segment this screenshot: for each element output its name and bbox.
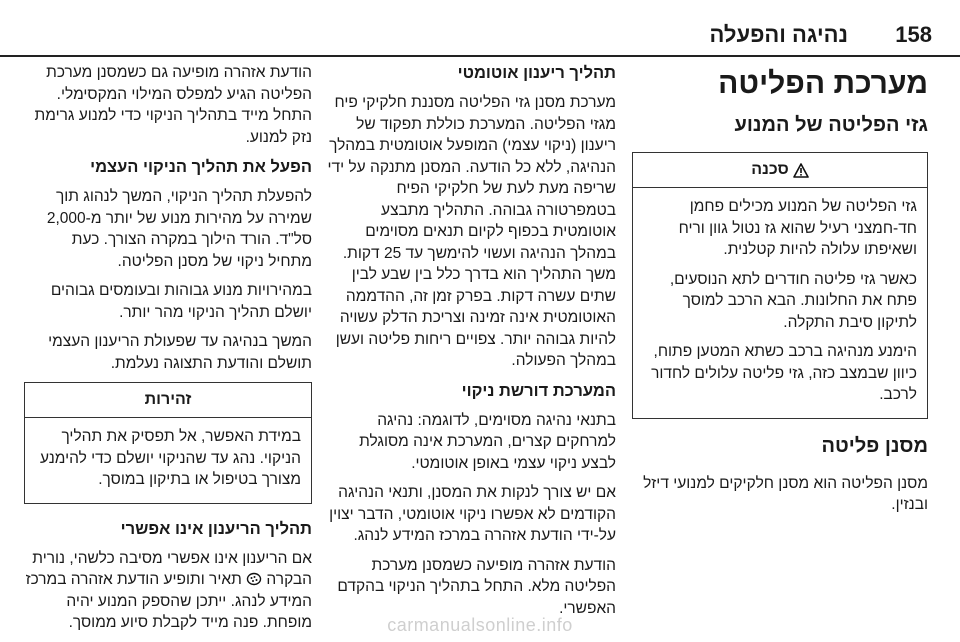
- activate-cleaning-text: להפעלת תהליך הניקוי, המשך לנהוג תוך שמירה על מהירות מנוע של יותר מ-2,000 סל"ד. הורד הילוך במקרה הצורך. כעת מתחיל ניקוי של מסנן הפליטה.: [46, 188, 312, 270]
- column-1: [632, 62, 928, 524]
- column-3: [24, 62, 312, 642]
- high-rpm-text: במהירויות מנוע גבוהות ובעומסים גבוהים יושלם תהליך הניקוי מהר יותר.: [50, 282, 312, 321]
- caution-callout-header: [25, 383, 311, 418]
- filter-control-lamp-icon: [246, 572, 262, 586]
- filter-full-text: הודעת אזהרה מופיעה כשמסנן מערכת הפליטה מלא. התחל בתהליך הניקוי בהקדם האפשרי.: [337, 556, 616, 617]
- column-2: [324, 62, 616, 627]
- warning-triangle-icon: [793, 163, 809, 178]
- auto-regeneration-text: מערכת מסנן גזי הפליטה מסננת חלקיקי פיח מגזי הפליטה. המערכת כוללת תפקוד של ריענון (ניקוי עצמי) המופעל אוטומטית במהלך הנהיגה, ללא כל הודעה. המסנן מתנקה על ידי שריפה מעת לעת של חלקיקי הפיח בטמפרטורה גבוהה. התהליך מתבצע אוטומטית בכפוף לקיום תנאים מסוימים במהלך הנהיגה ועשוי להימשך עד 25 דקות. משך התהליך הוא בדרך כלל בין שבע לבין שתים עשרה דקות. בפרק זמן זה, ההדממה האוטומטית אינה זמינה וצריכת הדלק עשויה להיות גבוהה יותר. צפויים ריחות פליטה ועשן במהלך הפעולה.: [327, 94, 616, 369]
- cleaning-required-text: בתנאי נהיגה מסוימים, לדוגמה: נהיגה למרחקים קצרים, המערכת אינה מסוגלת לבצע ניקוי עצמי באופן אוטומטי.: [359, 411, 616, 472]
- chapter-title: מערכת הפליטה: [718, 67, 928, 100]
- danger-callout: [632, 152, 928, 419]
- caution-text: במידת האפשר, אל תפסיק את תהליך הניקוי. נהג עד שהניקוי יושלם כדי להימנע מצורך בטיפול או בתיקון במוסך.: [39, 428, 301, 488]
- caution-callout: [24, 382, 312, 504]
- regeneration-impossible-text-part1: אם הריענון אינו אפשרי מסיבה כלשהי, נורית הבקרה: [32, 549, 312, 588]
- continue-driving-text: המשך בנהיגה עד שפעולת הריענון העצמי תושלם והודעת התצוגה נעלמת.: [48, 333, 312, 372]
- danger-callout-title: סכנה: [751, 161, 789, 178]
- danger-paragraph: גזי הפליטה של המנוע מכילים פחמן חד-חמצני רעיל שהוא גז נטול גוון וריח ושאיפתו עלולה להיות קטלנית.: [678, 198, 917, 258]
- danger-paragraph: הימנע מנהיגה ברכב כשתא המטען פתוח, כיוון שבמצב כזה, גזי פליטה עלולים לחדור לרכב.: [651, 343, 917, 403]
- watermark: carmanualsonline.info: [387, 615, 573, 635]
- regeneration-impossible-heading: תהליך הריענון אינו אפשרי: [120, 519, 312, 538]
- danger-callout-header: [633, 153, 927, 188]
- header-rule: [0, 55, 960, 57]
- caution-callout-title: זהירות: [144, 391, 192, 408]
- section-title: גזי הפליטה של המנוע: [734, 114, 928, 136]
- cleaning-required-heading: המערכת דורשת ניקוי: [461, 381, 616, 400]
- max-fill-text: הודעת אזהרה מופיעה גם כשמסנן מערכת הפליטה הגיע למפלס המילוי המקסימלי. התחל מייד בתהליך הניקוי כדי למנוע גרימת נזק למנוע.: [34, 64, 312, 146]
- regeneration-impossible-text-part2: תאיר ותופיע הודעת אזהרה במרכז המידע לנהג. ייתכן שהספק המנוע יהיה מופחת. פנה מייד לקבלת סיוע ממוסך.: [25, 571, 312, 631]
- auto-regeneration-heading: תהליך ריענון אוטומטי: [457, 64, 616, 82]
- danger-paragraph: כאשר גזי פליטה חודרים לתא הנוסעים, פתח את החלונות. הבא הרכב למוסך לתיקון סיבת התקלה.: [669, 270, 917, 331]
- activate-cleaning-heading: הפעל את תהליך הניקוי העצמי: [90, 158, 312, 176]
- page-number: 158: [895, 22, 932, 47]
- running-head: נהיגה והפעלה: [709, 22, 848, 47]
- page-header: [0, 22, 960, 58]
- filter-section-title: מסנן פליטה: [821, 434, 928, 457]
- cleaning-warning-text: אם יש צורך לנקות את המסנן, ותנאי הנהיגה הקודמים לא אפשרו ניקוי אוטומטי, הדבר יצוין על-ידי הודעת אזהרה במרכז המידע לנהג.: [329, 484, 616, 544]
- filter-description: מסנן הפליטה הוא מסנן חלקיקים למנועי דיזל ובנזין.: [643, 474, 928, 513]
